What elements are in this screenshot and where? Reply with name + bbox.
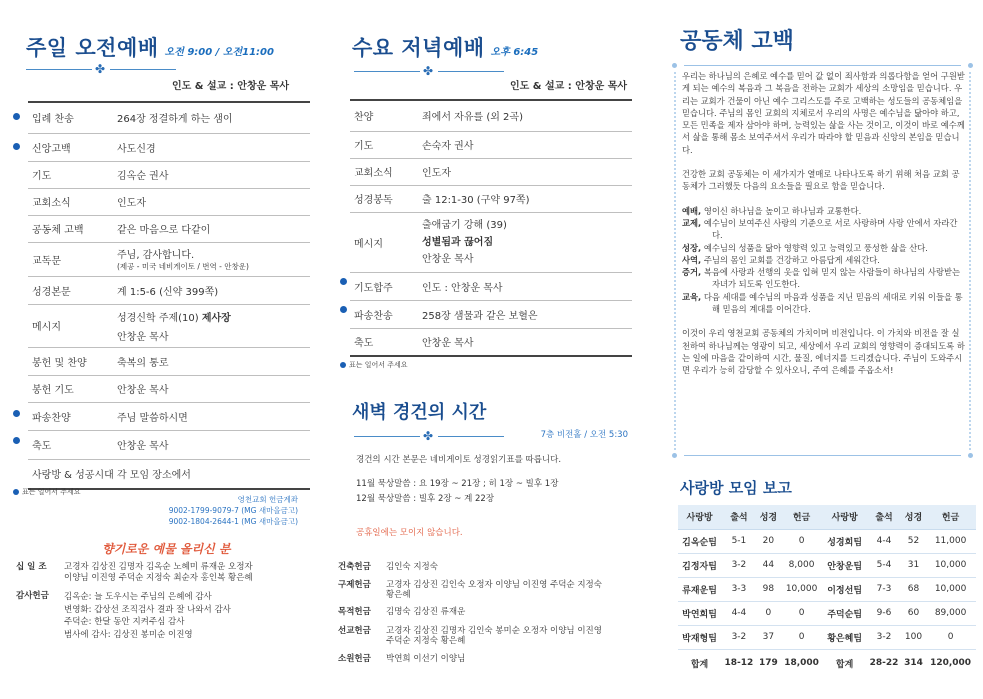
stand-dot — [340, 306, 347, 313]
sunday-header — [26, 32, 274, 62]
order-row: 교독문 주님, 감사합니다. (제공 - 미국 네비게이토 / 번역 - 안창운) — [28, 242, 310, 276]
dawn-holiday: 공휴일에는 모이지 않습니다. — [356, 528, 463, 538]
offering-account: 영천교회 헌금계좌 9002-1799-9079-7 (MG 새마을금고) 9002-1804-2644-1 (MG 새마을금고) — [168, 495, 298, 526]
gift-row-wish: 소원헌금 박연희 이선기 이양님 — [338, 654, 466, 664]
report-title: 사랑방 모임 보고 — [680, 479, 792, 497]
ornament-divider — [26, 64, 176, 74]
order-row: 성경본문 계 1:5-6 (신약 399쪽) — [28, 276, 310, 304]
stand-dot — [13, 143, 20, 150]
stand-note: 표는 일어서 주세요 — [13, 487, 81, 497]
dawn-time: 7층 비전홀 / 오전 5:30 — [540, 430, 628, 440]
order-row: 메시지 출애굽기 강해 (39) 성별됨과 끊어짐 안창운 목사 — [350, 212, 632, 272]
table-row: 김옥순팀 5-1 20 0 성경희팀 4-4 52 11,000 — [678, 529, 976, 553]
order-row: 축도 안창운 목사 — [28, 430, 310, 459]
report-header-row: 사랑방 출석 성경 헌금 사랑방 출석 성경 헌금 — [678, 505, 976, 529]
stand-dot — [13, 437, 20, 444]
order-row: 공동체 고백 같은 마음으로 다같이 — [28, 215, 310, 242]
stand-dot — [13, 410, 20, 417]
order-row: 기도합주 인도 : 안창운 목사 — [350, 272, 632, 300]
table-row: 김정자팀 3-2 44 8,000 안창운팀 5-4 31 10,000 — [678, 553, 976, 577]
dotted-border — [674, 72, 678, 450]
order-row: 기도 손숙자 권사 — [350, 131, 632, 158]
gift-row-mission: 선교헌금 고경자 김상진 김명자 김인숙 봉미순 오정자 이양님 이진영 주덕순 지정숙 황은혜 — [338, 626, 602, 646]
sunday-title: 주일 오전예배 — [26, 36, 159, 60]
ornament-divider — [354, 431, 504, 441]
order-row: 찬양 죄에서 자유를 (외 2곡) — [350, 100, 632, 131]
report-table — [678, 505, 976, 677]
total-row: 합계 18-12 179 18,000 합계 28-22 314 120,000 — [690, 658, 972, 670]
order-row: 교회소식 인도자 — [28, 188, 310, 215]
gift-row-relief: 구제헌금 고경자 김상진 김인숙 오정자 이양님 이진영 주덕순 지정숙 황은혜 — [338, 580, 602, 600]
confession-column — [670, 0, 975, 699]
sunday-time: 오전 9:00 / 오전11:00 — [164, 47, 274, 58]
stand-note: 표는 일어서 주세요 — [340, 360, 408, 370]
dotted-divider — [670, 62, 975, 70]
flower-icon: ✤ — [95, 62, 106, 76]
order-row: 교회소식 인도자 — [350, 158, 632, 185]
order-row: 메시지 성경신학 주제(10) 제사장 안창운 목사 — [28, 304, 310, 347]
sunday-order-table — [28, 101, 310, 490]
wednesday-time: 오후 6:45 — [490, 47, 539, 58]
sunday-column — [12, 0, 312, 699]
order-row: 성경봉독 출 12:1-30 (구약 97쪽) — [350, 185, 632, 212]
wednesday-title: 수요 저녁예배 — [352, 36, 485, 60]
order-row: 파송찬양 주님 말씀하시면 — [28, 402, 310, 430]
dawn-text: 12월 묵상말씀 : 빌후 2장 ~ 계 22장 — [356, 494, 495, 504]
order-row: 파송찬송 258장 샘물과 같은 보혈은 — [350, 300, 632, 328]
wednesday-order-table — [350, 99, 632, 357]
dotted-border — [969, 72, 973, 450]
wednesday-column — [338, 0, 638, 699]
dawn-title: 새벽 경건의 시간 — [352, 402, 487, 423]
dawn-text: 11월 묵상말씀 : 요 19장 ~ 21장 ; 히 1장 ~ 빌후 1장 — [356, 479, 559, 489]
table-row: 박재형팀 3-2 37 0 황은혜팀 3-2 100 0 — [678, 625, 976, 649]
order-row: 기도 김옥순 권사 — [28, 161, 310, 188]
sunday-speaker: 인도 & 설교 : 안창운 목사 — [172, 81, 290, 92]
gift-row-tithe: 십 일 조 고경자 김상진 김명자 김옥순 노혜미 류재운 오정자 이양님 이진영 주덕순 지정숙 최순자 홍인복 황은혜 — [16, 562, 253, 583]
dawn-text: 경건의 시간 본문은 네비게이토 성경읽기표를 따릅니다. — [356, 455, 562, 465]
gift-row-building: 건축헌금 김인숙 지정숙 — [338, 562, 438, 572]
table-row: 류재운팀 3-3 98 10,000 이정선팀 7-3 68 10,000 — [678, 577, 976, 601]
confession-title: 공동체 고백 — [680, 29, 794, 54]
order-row: 사랑방 & 성공시대 각 모임 장소에서 — [28, 459, 310, 489]
order-row: 봉헌 기도 안창운 목사 — [28, 375, 310, 402]
order-row: 봉헌 및 찬양 축복의 통로 — [28, 347, 310, 375]
wednesday-speaker: 인도 & 설교 : 안창운 목사 — [510, 81, 628, 92]
flower-icon: ✤ — [423, 429, 434, 443]
wednesday-header — [352, 32, 538, 62]
gift-row-purpose: 목적헌금 김명숙 김상진 류재운 — [338, 607, 466, 617]
dotted-divider — [670, 452, 975, 460]
order-row: 축도 안창운 목사 — [350, 328, 632, 356]
table-row: 박연희팀 4-4 0 0 주덕순팀 9-6 60 89,000 — [678, 601, 976, 625]
order-row: 신앙고백 사도신경 — [28, 133, 310, 161]
stand-dot — [340, 278, 347, 285]
flower-icon: ✤ — [423, 64, 434, 78]
stand-dot — [13, 113, 20, 120]
offering-title: 향기로운 예물 올리신 분 — [102, 542, 231, 556]
confession-text: 우리는 하나님의 은혜로 예수를 믿어 값 없이 죄사함과 의롭다함을 얻어 구원받게 되는 예수의 복음과 그 복음을 전하는 교회가 세상의 소망임을 믿습니다. 우리는 교회가 건물이 아닌 예수 그리스도를 주로 고백하는 성도들의 공동체임을 믿습니다. 주님의 몸인 교회의 지체로서 우리의 사명은 예수님을 닮아야 하고, 모든 민족을 제자 삼아야 하며, 능력있는 삶을 사는 것이고, 이것이 바로 예수께서 삶을 통해 몸소 보여주셔서 우리가 따라야 할 믿음과 신앙의 본임을 믿습니다. 건강한 교회 공동체는 이 세가지가 열매로 나타나도록 하기 위해 처음 교회 공동체가 그러했듯 다음의 요소들을 필요로 함을 믿습니다. 예배, 영이신 하나님을 높이고 하나님과 교통한다. 교제, 예수님이 보여주신 사랑의 기준으로 서로 사랑하며 사랑 안에서 자라간다. 성장, 예수님의 성품을 닮아 영향력 있고 능력있고 풍성한 삶을 산다. 사역, 주님의 몸인 교회를 건강하고 아름답게 세워간다. 증거, 복음에 사랑과 선행의 옷을 입혀 믿지 않는 사람들이 하나님의 사랑받는 자녀가 되도록 인도한다. 교육, 다음 세대를 예수님의 마음과 성품을 지닌 믿음의 세대로 키워 이들을 통해 믿음의 계대를 이어간다. 이것이 우리 영천교회 공동체의 가치이며 비전입니다. 이 가치와 비전을 잘 실천하여 하나님께는 영광이 되고, 세상에서 우리 교회의 영향력이 증대되도록 하는 일에 마음을 같이하여 시간, 물질, 에너지를 드리겠습니다. 주님이 도와주시면 우리가 능히 감당할 수 있사오니, 주여 은혜를 주옵소서! — [682, 71, 965, 376]
gift-row-thanks: 감사헌금 김옥순: 늘 도우시는 주님의 은혜에 감사 변영화: 갑상선 조직검사 결과 잘 나와서 감사 주덕순: 한달 동안 지켜주심 감사 범사에 감사: 김상진 봉미순 이진영 — [16, 591, 231, 640]
order-row: 입례 찬송 264장 정결하게 하는 샘이 — [28, 102, 310, 133]
ornament-divider — [354, 66, 504, 76]
